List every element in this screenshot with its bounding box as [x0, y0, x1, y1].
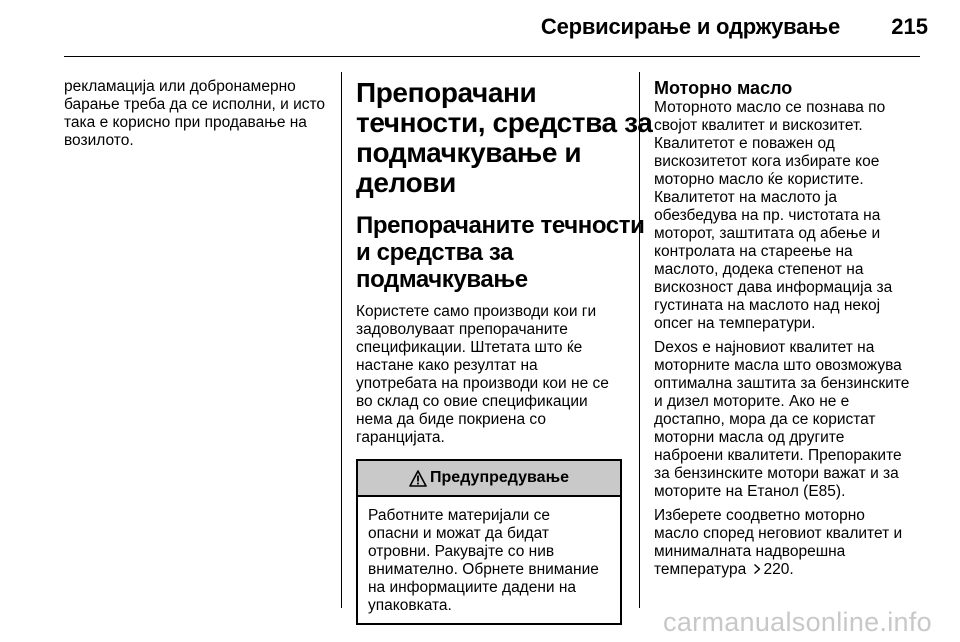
text-line: внимателно. Обрнете внимание	[368, 561, 599, 578]
text-line: Користете само производи кои ги	[356, 303, 597, 320]
selection-paragraph	[654, 507, 924, 579]
text-line: Dexos е најновиот квалитет на	[654, 339, 875, 356]
text-line: рекламација или добронамерно	[64, 78, 296, 95]
text-line: моторно масло ќе користите.	[654, 171, 864, 188]
heading-line: делови	[356, 167, 456, 198]
text-line: Моторното масло се познава по	[654, 99, 886, 116]
page-reference-link[interactable]: 220.	[763, 561, 794, 578]
text-line: моторот, заштитата од абење и	[654, 225, 881, 242]
text-line: отровни. Ракувајте со нив	[368, 543, 555, 560]
text-line: употребата на производи кои не се	[356, 375, 609, 392]
text-fragment: температура	[654, 561, 747, 578]
text-line: Работните материјали се	[368, 507, 550, 524]
text-line: барање треба да се исполни, и исто	[64, 96, 326, 113]
text-line: во склад со овие спецификации	[356, 393, 588, 410]
text-line: вискозитетот кога избирате кое	[654, 153, 880, 170]
heading-line: течности, средства за	[356, 107, 653, 138]
text-line: упаковката.	[368, 597, 452, 614]
heading-line: Препорачани	[356, 77, 537, 108]
text-line: задоволуваат препорачаните	[356, 321, 568, 338]
section-heading	[356, 77, 653, 198]
warning-triangle-icon	[409, 470, 427, 487]
text-line: за бензинските мотори важат и за	[654, 465, 899, 482]
text-line: минималната надворешна	[654, 543, 846, 560]
text-line: моторните масла што овозможува	[654, 357, 902, 374]
continuation-paragraph	[64, 78, 332, 150]
text-line: наброени квалитети. Препораките	[654, 447, 902, 464]
text-line: оптимална заштита за бензинските	[654, 375, 910, 392]
header-title: Сервисирање и одржување	[540, 14, 840, 39]
dexos-paragraph	[654, 339, 924, 501]
site-watermark: carmanualsonline.info	[663, 607, 932, 637]
page-reference-icon	[753, 563, 761, 575]
text-line: маслото, додека степенот на	[654, 261, 864, 278]
text-line: вискозност дава информација за	[654, 279, 893, 296]
text-line: достапно, мора да се користат	[654, 411, 876, 428]
text-line: контролата на стареење на	[654, 243, 853, 260]
text-line: нема да биде покриена со	[356, 411, 546, 428]
subsection-heading	[356, 212, 645, 293]
text-line: опсег на температури.	[654, 315, 816, 332]
text-line: возилото.	[64, 132, 134, 149]
warning-box	[356, 459, 622, 625]
header-rule	[64, 56, 920, 57]
column-divider-left	[341, 72, 342, 608]
text-line: Изберете соодветно моторно	[654, 507, 865, 524]
text-line: настане како резултат на	[356, 357, 538, 374]
text-line: спецификации. Штетата што ќе	[356, 339, 583, 356]
text-line: и дизел моторите. Ако не е	[654, 393, 850, 410]
text-line: обезбедува на пр. чистотата на	[654, 207, 881, 224]
text-line: моторите на Етанол (E85).	[654, 483, 846, 500]
text-line	[654, 561, 924, 579]
text-line: својот квалитет и вискозитет.	[654, 117, 863, 134]
heading-line: подмачкување	[356, 266, 528, 293]
column-2	[356, 77, 653, 625]
column-3	[654, 78, 924, 585]
heading-line: Препорачаните течности	[356, 212, 645, 239]
intro-paragraph	[356, 303, 628, 447]
engine-oil-heading: Моторно масло	[654, 78, 793, 98]
page-number: 215	[891, 14, 928, 39]
heading-line: и средства за	[356, 239, 514, 266]
text-line: густината на маслото над некој	[654, 297, 881, 314]
column-divider-right	[639, 72, 640, 608]
oil-quality-paragraph	[654, 99, 924, 333]
warning-body	[358, 497, 620, 623]
text-line: масло според неговиот квалитет и	[654, 525, 903, 542]
column-1	[64, 78, 332, 156]
warning-header	[358, 461, 620, 497]
warning-title: Предупредување	[430, 469, 569, 486]
heading-line: подмачкување и	[356, 137, 582, 168]
text-line: Квалитетот на маслото ја	[654, 189, 837, 206]
text-line: моторни масла од другите	[654, 429, 845, 446]
text-line: така е корисно при продавање на	[64, 114, 307, 131]
text-line: Квалитетот е поважен од	[654, 135, 835, 152]
text-line: опасни и можат да бидат	[368, 525, 549, 542]
text-line: на информациите дадени на	[368, 579, 577, 596]
text-line: гаранцијата.	[356, 429, 445, 446]
